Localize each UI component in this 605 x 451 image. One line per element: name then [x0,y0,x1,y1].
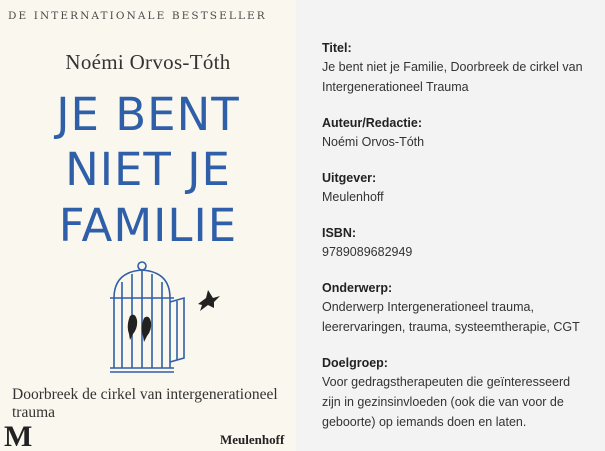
cover-subtitle: Doorbreek de cirkel van intergenerationeel trauma [12,386,278,421]
detail-label: Uitgever: [322,171,377,185]
detail-label: Doelgroep: [322,356,388,370]
cover-title-line-2: NIET JE [65,143,231,196]
publisher-logo: M [4,420,33,451]
detail-label: Titel: [322,41,352,55]
detail-value: Onderwerp Intergenerationeel trauma, leerervaringen, trauma, systeemtherapie, CGT [322,300,580,334]
birdcage-illustration [100,258,230,378]
cover-publisher: Meulenhoff [220,432,285,447]
detail-title [322,39,592,97]
detail-author [322,114,592,152]
detail-label: ISBN: [322,226,357,240]
detail-isbn [322,224,592,262]
detail-value: Je bent niet je Familie, Doorbreek de cirkel van Intergenerationeel Trauma [322,60,583,94]
detail-value: Voor gedragstherapeuten die geïnteresseerd zijn in gezinsinvloeden (ook die van voor de geboorte) op iemands doen en laten. [322,375,571,429]
detail-subject [322,279,592,337]
detail-value: 9789089682949 [322,245,413,259]
cover-title-line-3: FAMILIE [58,199,238,252]
cover-tagline: DE INTERNATIONALE BESTSELLER [8,10,267,22]
detail-value: Meulenhoff [322,190,384,204]
detail-label: Onderwerp: [322,281,393,295]
detail-audience [322,354,592,432]
cover-author: Noémi Orvos-Tóth [65,50,231,74]
detail-label: Auteur/Redactie: [322,116,423,130]
book-details [322,39,592,449]
cover-title-line-1: JE BENT [56,88,240,141]
book-cover [0,0,296,451]
detail-value: Noémi Orvos-Tóth [322,135,425,149]
detail-publisher [322,169,592,207]
